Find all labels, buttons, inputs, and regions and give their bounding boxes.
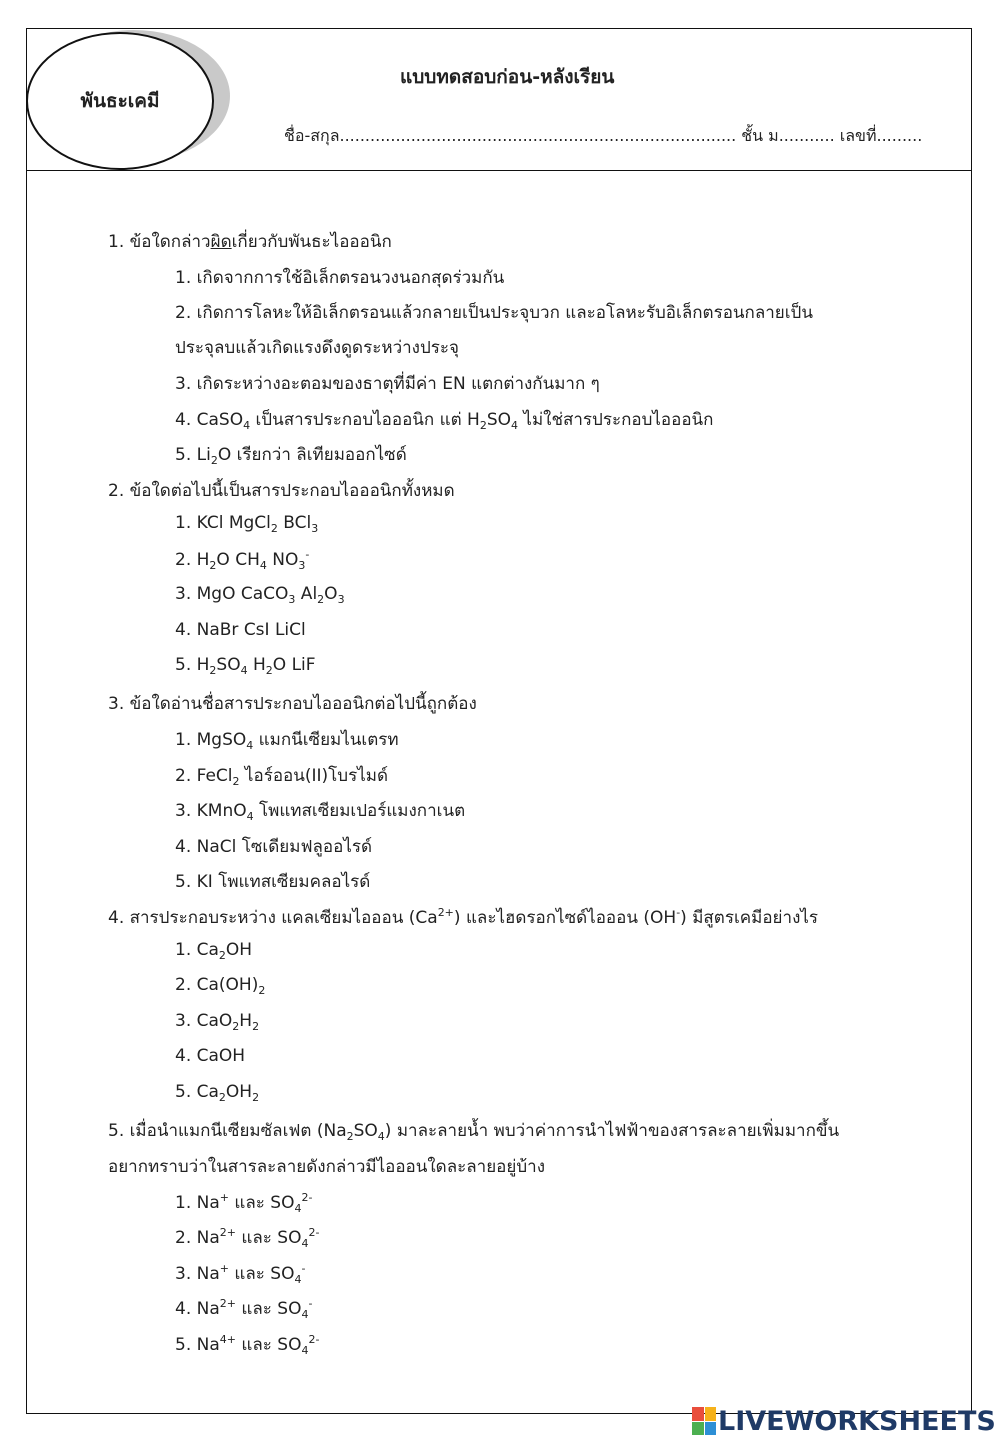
question-1: 1. ข้อใดกล่าวผิดเกี่ยวกับพันธะไอออนิก: [108, 232, 392, 252]
watermark-text: LIVEWORKSHEETS: [718, 1405, 996, 1437]
q5-option-5[interactable]: 5. $Na^{4+}$ และ $SO_4^{2-}$: [175, 1333, 320, 1357]
q5-option-1[interactable]: 1. Na+ และ $SO_4^{2-}$: [175, 1191, 313, 1215]
q1-option-2[interactable]: 2. เกิดการโลหะให้อิเล็กตรอนแล้วกลายเป็นประจุบวก และอโลหะรับอิเล็กตรอนกลายเป็น: [175, 303, 813, 323]
q1-option-2-continued: ประจุลบแล้วเกิดแรงดึงดูดระหว่างประจุ: [175, 338, 459, 358]
q3-option-2[interactable]: 2. FeCl$_2$ ไอร์ออน(II)โบรไมด์: [175, 766, 389, 788]
q2-option-4[interactable]: 4. NaBr CsI LiCl: [175, 620, 306, 640]
q5-option-3[interactable]: 3. Na+ และ $SO_4^-$: [175, 1262, 306, 1286]
q3-option-5[interactable]: 5. KI โพแทสเซียมคลอไรด์: [175, 872, 371, 892]
q4-option-1[interactable]: 1. $Ca_2OH$: [175, 940, 253, 962]
question-5-continued: อยากทราบว่าในสารละลายดังกล่าวมีไอออนใดละลายอยู่บ้าง: [108, 1157, 545, 1177]
student-info-line: ชื่อ-สกุล.............................................................................. ชั้น ม........... เลขที่.........: [284, 126, 923, 145]
topic-badge: [26, 32, 214, 170]
liveworksheets-watermark[interactable]: [692, 1403, 996, 1439]
q2-option-5[interactable]: 5. $H_2SO_4$ $H_2O$ LiF: [175, 655, 316, 677]
q5-option-2[interactable]: 2. $Na^{2+}$ และ $SO_4^{2-}$: [175, 1226, 320, 1250]
question-5: 5. เมื่อนำแมกนีเซียมซัลเฟต $(Na_2SO_4)$ มาละลายน้ำ พบว่าค่าการนำไฟฟ้าของสารละลายเพิ่มมากขึ้น: [108, 1121, 840, 1143]
q3-option-3[interactable]: 3. KMnO$_4$ โพแทสเซียมเปอร์แมงกาเนต: [175, 801, 466, 823]
page-title: แบบทดสอบก่อน-หลังเรียน: [400, 66, 615, 88]
q1-option-5[interactable]: 5. $Li_2O$ เรียกว่า ลิเทียมออกไซด์: [175, 445, 407, 467]
q3-option-4[interactable]: 4. NaCl โซเดียมฟลูออไรด์: [175, 837, 373, 857]
underlined-word: ผิด: [210, 232, 232, 252]
q2-option-3[interactable]: 3. MgO CaCO$_3$ $Al_2O_3$: [175, 584, 345, 606]
q1-option-4[interactable]: 4. CaSO$_4$ เป็นสารประกอบไอออนิก แต่ $H_2SO_4$ ไม่ใช่สารประกอบไอออนิก: [175, 410, 714, 432]
q4-option-4[interactable]: 4. CaOH: [175, 1046, 246, 1066]
question-4: 4. สารประกอบระหว่าง แคลเซียมไอออน $(Ca^{2+})$ และไฮดรอกไซด์ไอออน (OH-) มีสูตรเคมีอย่างไร: [108, 906, 819, 928]
liveworksheets-logo-icon: [692, 1407, 716, 1435]
q1-option-3[interactable]: 3. เกิดระหว่างอะตอมของธาตุที่มีค่า EN แตกต่างกันมาก ๆ: [175, 374, 600, 394]
q3-option-1[interactable]: 1. MgSO$_4$ แมกนีเซียมไนเตรท: [175, 730, 399, 752]
q5-option-4[interactable]: 4. $Na^{2+}$ และ $SO_4^-$: [175, 1297, 313, 1321]
question-3: 3. ข้อใดอ่านชื่อสารประกอบไอออนิกต่อไปนี้ถูกต้อง: [108, 694, 477, 714]
q4-option-3[interactable]: 3. $CaO_2H_2$: [175, 1011, 260, 1033]
q1-option-1[interactable]: 1. เกิดจากการใช้อิเล็กตรอนวงนอกสุดร่วมกัน: [175, 268, 505, 288]
header-divider: [26, 170, 972, 171]
question-2: 2. ข้อใดต่อไปนี้เป็นสารประกอบไอออนิกทั้งหมด: [108, 481, 455, 501]
q4-option-2[interactable]: 2. $Ca(OH)_2$: [175, 975, 266, 997]
q2-option-2[interactable]: 2. $H_2O$ $CH_4$ $NO_3^-$: [175, 548, 310, 572]
topic-badge-label: พันธะเคมี: [80, 90, 160, 112]
q2-option-1[interactable]: 1. KCl MgCl$_2$ BCl$_3$: [175, 513, 319, 535]
q4-option-5[interactable]: 5. $Ca_2OH_2$: [175, 1082, 260, 1104]
